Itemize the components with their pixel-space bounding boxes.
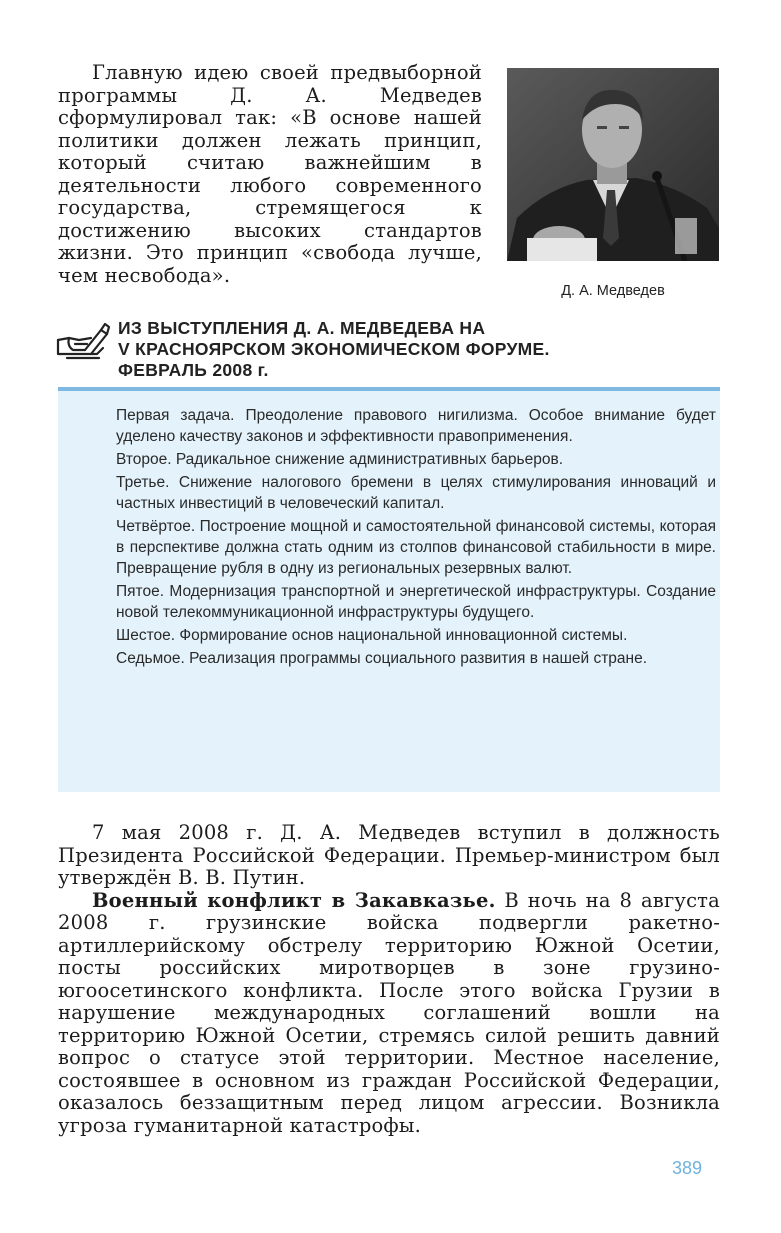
document-box-title-line: ИЗ ВЫСТУПЛЕНИЯ Д. А. МЕДВЕДЕВА НА <box>118 318 486 338</box>
document-box-items <box>116 405 716 671</box>
document-box-title-line: V КРАСНОЯРСКОМ ЭКОНОМИЧЕСКОМ ФОРУМЕ. <box>118 339 550 359</box>
document-item: Второе. Радикальное снижение административных барьеров. <box>116 451 563 468</box>
photo-caption: Д. А. Медведев <box>561 283 665 299</box>
document-item: Первая задача. Преодоление правового нигилизма. Особое внимание будет уделено качеству законов и эффективности правоприменения. <box>116 407 716 445</box>
section-text: В ночь на 8 августа 2008 г. грузинские войска подвергли ракетно-артиллерийскому обстрелу территорию Южной Осетии, посты российских миротворцев в зоне грузино-югоосетинского конфликта. После этого войска Грузии в нарушение международных соглашений вошли на территорию Южной Осетии, стремясь силой решить давний вопрос о статусе этой территории. Местное население, состоявшее в основном из граждан Российской Федерации, оказалось беззащитным перед лицом агрессии. Возникла угроза гуманитарной катастрофы. <box>58 888 721 1137</box>
intro-paragraph: Главную идею своей предвыборной программы Д. А. Медведев сформулировал так: «В основе нашей политики должен лежать принцип, который считаю важнейшим в деятельности любого современного государства, стремящегося к достижению высоких стандартов жизни. Это принцип «свобода лучше, чем несвобода». <box>58 61 482 287</box>
body-paragraph <box>58 890 720 1138</box>
portrait-photo <box>507 68 719 261</box>
section-heading: Военный конфликт в Закавказье. <box>92 888 496 912</box>
document-item: Четвёртое. Построение мощной и самостоятельной финансовой системы, которая в перспективе должна стать одним из столпов финансовой стабильности в мире. Превращение рубля в одну из региональных резервных валют. <box>116 518 716 577</box>
page-number: 389 <box>672 1158 703 1178</box>
body-text <box>58 822 720 1137</box>
writing-hand-icon <box>55 318 111 364</box>
body-paragraph: 7 мая 2008 г. Д. А. Медведев вступил в должность Президента Российской Федерации. Премьер-министром был утверждён В. В. Путин. <box>58 821 720 889</box>
document-item: Третье. Снижение налогового бремени в целях стимулирования инноваций и частных инвестиций в человеческий капитал. <box>116 474 716 512</box>
document-item: Шестое. Формирование основ национальной инновационной системы. <box>116 627 628 644</box>
document-box-title-line: ФЕВРАЛЬ 2008 г. <box>118 360 269 380</box>
document-item: Седьмое. Реализация программы социального развития в нашей стране. <box>116 650 648 667</box>
document-item: Пятое. Модернизация транспортной и энергетической инфраструктуры. Создание новой телекоммуникационной инфраструктуры будущего. <box>116 583 716 621</box>
document-box-title <box>118 318 718 381</box>
